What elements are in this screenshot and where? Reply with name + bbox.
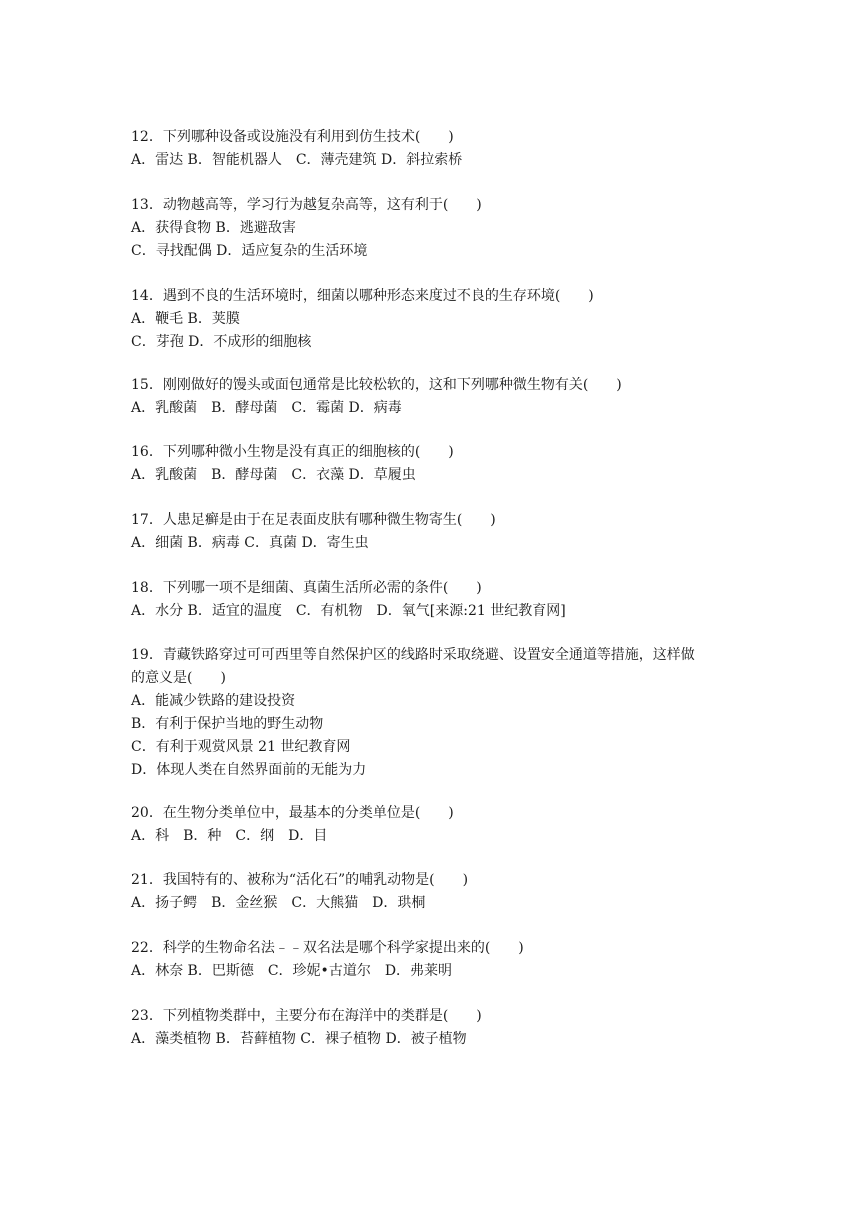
question-18: [131, 577, 751, 623]
question-stem: 15．刚刚做好的馒头或面包通常是比较松软的，这和下列哪种微生物有关( ): [131, 377, 622, 393]
question-stem: 23．下列植物类群中，主要分布在海洋中的类群是( ): [131, 1008, 482, 1024]
question-22: [131, 937, 751, 983]
question-16: [131, 441, 751, 487]
answer-options: A．乳酸菌 B．酵母菌 C．霉菌 D．病毒: [131, 400, 402, 416]
question-20: [131, 802, 751, 848]
question-stem: 16．下列哪种微小生物是没有真正的细胞核的( ): [131, 444, 454, 460]
question-stem: 19．青藏铁路穿过可可西里等自然保护区的线路时采取绕避、设置安全通道等措施，这样做: [131, 647, 695, 663]
question-23: [131, 1005, 751, 1051]
question-stem: 17．人患足癣是由于在足表面皮肤有哪种微生物寄生( ): [131, 512, 496, 528]
answer-options: C．芽孢 D．不成形的细胞核: [131, 334, 312, 350]
answer-option-d: D．体现人类在自然界面前的无能为力: [131, 762, 367, 778]
question-14: [131, 285, 751, 354]
answer-option-b: B．有利于保护当地的野生动物: [131, 716, 324, 732]
question-17: [131, 509, 751, 555]
answer-options: A．科 B．种 C．纲 D．目: [131, 828, 328, 844]
answer-option-c: C．有利于观赏风景 21 世纪教育网: [131, 739, 351, 755]
question-stem: 14．遇到不良的生活环境时，细菌以哪种形态来度过不良的生存环境( ): [131, 288, 594, 304]
answer-options: A．鞭毛 B．荚膜: [131, 311, 240, 327]
answer-options: A．扬子鳄 B．金丝猴 C．大熊猫 D．珙桐: [131, 895, 426, 911]
answer-options: A．细菌 B．病毒 C．真菌 D．寄生虫: [131, 535, 369, 551]
question-15: [131, 374, 751, 420]
answer-options: A．水分 B．适宜的温度 C．有机物 D．氧气[来源:21 世纪教育网]: [131, 603, 566, 619]
answer-options: A．雷达 B．智能机器人 C．薄壳建筑 D．斜拉索桥: [131, 152, 463, 168]
question-stem: 12．下列哪种设备或设施没有利用到仿生技术( ): [131, 129, 454, 145]
answer-options: A．林奈 B．巴斯德 C．珍妮•古道尔 D．弗莱明: [131, 963, 453, 979]
answer-option-a: A．能减少铁路的建设投资: [131, 693, 296, 709]
answer-options: C．寻找配偶 D．适应复杂的生活环境: [131, 243, 368, 259]
question-21: [131, 869, 751, 915]
answer-options: A．获得食物 B．逃避敌害: [131, 220, 296, 236]
question-13: [131, 194, 751, 263]
question-12: [131, 126, 751, 172]
answer-options: A．藻类植物 B．苔藓植物 C．裸子植物 D．被子植物: [131, 1031, 467, 1047]
answer-options: A．乳酸菌 B．酵母菌 C．衣藻 D．草履虫: [131, 467, 416, 483]
question-19: [131, 644, 751, 782]
question-stem: 13．动物越高等，学习行为越复杂高等，这有利于( ): [131, 197, 482, 213]
question-stem: 22．科学的生物命名法﹣﹣双名法是哪个科学家提出来的( ): [131, 940, 524, 956]
question-stem-continued: 的意义是( ): [131, 670, 226, 686]
question-stem: 21．我国特有的、被称为“活化石”的哺乳动物是( ): [131, 872, 469, 888]
question-stem: 18．下列哪一项不是细菌、真菌生活所必需的条件( ): [131, 580, 482, 596]
question-stem: 20．在生物分类单位中，最基本的分类单位是( ): [131, 805, 454, 821]
